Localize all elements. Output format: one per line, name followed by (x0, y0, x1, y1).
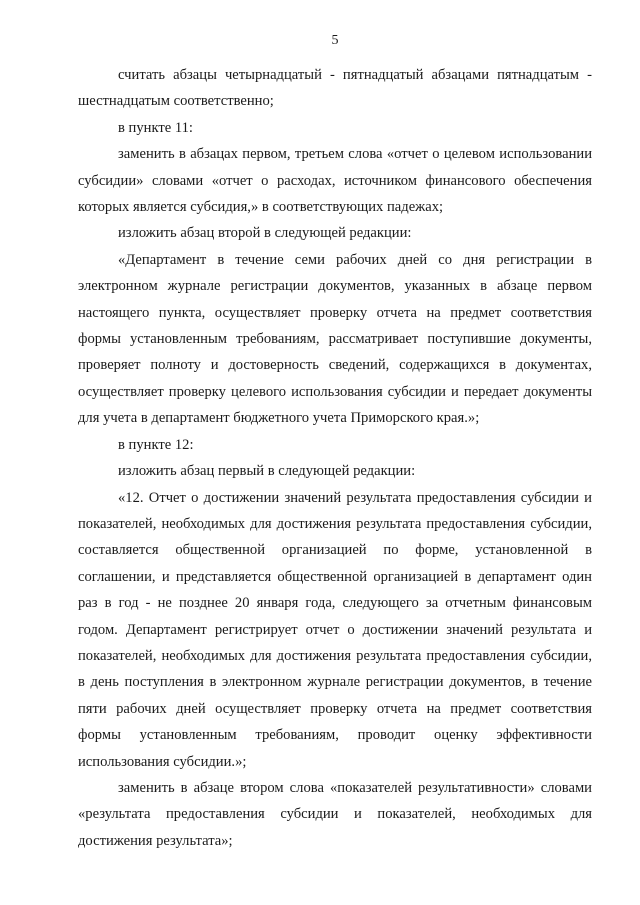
paragraph-replace-indicators: заменить в абзаце втором слова «показателей результативности» словами «результата предоставления субсидии и показателей, необходимых для достижения результата»; (78, 779, 592, 849)
paragraph-abzac-2-intro: изложить абзац второй в следующей редакции: (118, 225, 412, 242)
paragraph-renumber-abzacy: считать абзацы четырнадцатый - пятнадцатый абзацами пятнадцатым - шестнадцатым соответственно; (78, 67, 592, 110)
paragraph-abzac-1-intro: изложить абзац первый в следующей редакции: (118, 463, 416, 480)
paragraph-punkt-12-heading: в пункте 12: (118, 436, 194, 453)
paragraph-replace-words: заменить в абзацах первом, третьем слова «отчет о целевом использовании субсидии» словами «отчет о расходах, источником финансового обеспечения которых является субсидия,» в соответствующих падежах; (78, 146, 592, 216)
paragraph-punkt-12-quote: «12. Отчет о достижении значений результата предоставления субсидии и показателей, необходимых для достижения результата предоставления субсидии, составляется общественной организацией по форме, установленной в соглашении, и представляется общественной организацией в департамент один раз в год - не позднее 20 января года, следующего за отчетным финансовым годом. Департамент регистрирует отчет о достижении значений результата и показателей, необходимых для достижения результата предоставления субсидии, в день поступления в электронном журнале регистрации документов, в течение пяти рабочих дней осуществляет проверку отчета на предмет соответствия формы установленным требованиям, проводит оценку эффективности использования субсидии.»; (78, 489, 592, 770)
paragraph-department-quote: «Департамент в течение семи рабочих дней со дня регистрации в электронном журнале регистрации документов, указанных в абзаце первом настоящего пункта, осуществляет проверку отчета на предмет соответствия формы установленным требованиям, рассматривает поступившие документы, проверяет полноту и достоверность сведений, содержащихся в документах, осуществляет проверку целевого использования субсидии и передает документы для учета в департамент бюджетного учета Приморского края.»; (78, 251, 592, 427)
page-number: 5 (331, 33, 339, 48)
paragraph-punkt-11-heading: в пункте 11: (118, 119, 193, 136)
